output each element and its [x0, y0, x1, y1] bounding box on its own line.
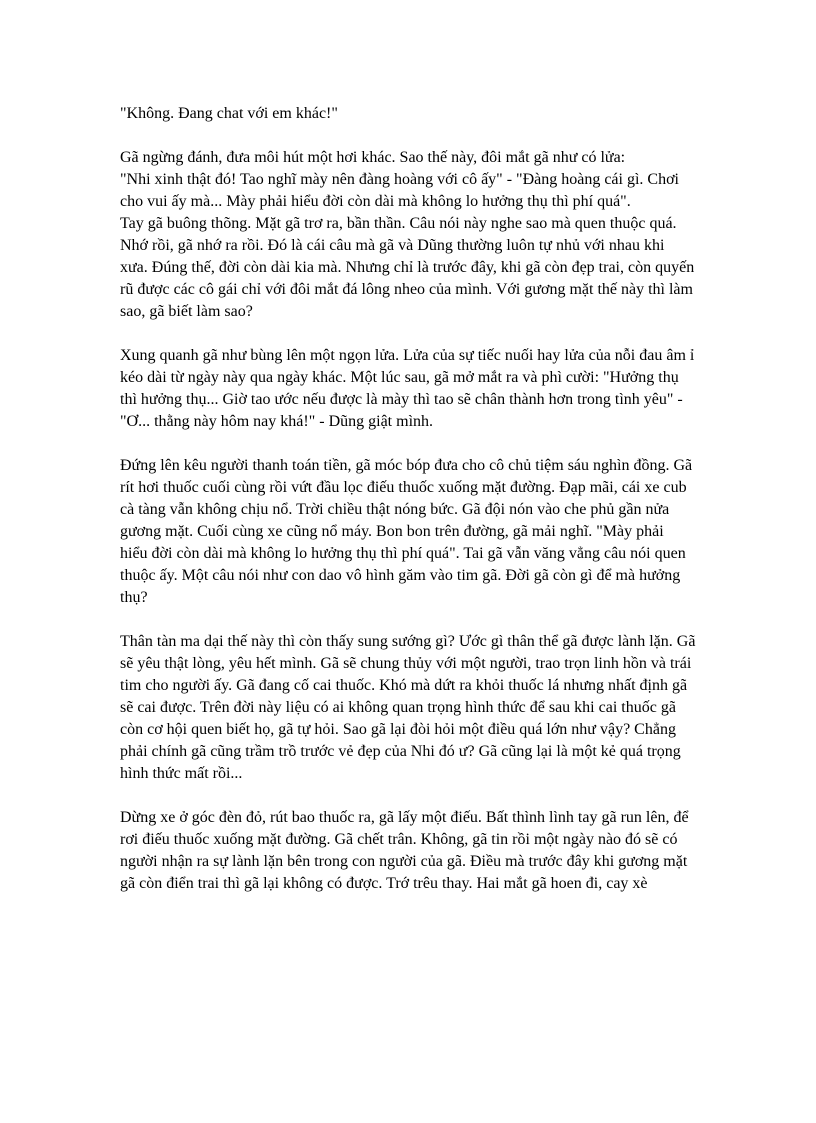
text-line: người nhận ra sự lành lặn bên trong con người của gã. Điều mà trước đây khi gương mặt: [120, 853, 688, 870]
text-line: kéo dài từ ngày này qua ngày khác. Một lúc sau, gã mở mắt ra và phì cười: "Hưởng thụ: [120, 369, 679, 386]
text-line: còn cơ hội quen biết họ, gã tự hỏi. Sao gã lại đòi hỏi một điều quá lớn như vậy? Chẳng: [120, 721, 676, 738]
text-line: rít hơi thuốc cuối cùng rồi vứt đầu lọc điếu thuốc xuống mặt đường. Đạp mãi, cái xe cub: [120, 479, 687, 496]
text-line: xưa. Đúng thế, đời còn dài kia mà. Nhưng chỉ là trước đây, khi gã còn đẹp trai, còn quyến: [120, 259, 695, 276]
text-line: cà tàng vẫn không chịu nổ. Trời chiều thật nóng bức. Gã đội nón vào che phủ gần nửa: [120, 501, 670, 518]
paragraph-4: [120, 455, 700, 609]
text-line: Thân tàn ma dại thế này thì còn thấy sung sướng gì? Ước gì thân thể gã được lành lặn. Gã: [120, 633, 696, 650]
text-line: Xung quanh gã như bùng lên một ngọn lửa. Lửa của sự tiếc nuối hay lửa của nỗi đau âm ỉ: [120, 347, 695, 364]
text-line: "Ơ... thằng này hôm nay khá!" - Dũng giật mình.: [120, 413, 434, 430]
text-line: thụ?: [120, 589, 148, 606]
text-line: Nhớ rồi, gã nhớ ra rồi. Đó là cái câu mà gã và Dũng thường luôn tự nhủ với nhau khi: [120, 237, 665, 254]
paragraph-2: [120, 147, 700, 323]
paragraph-6: [120, 807, 700, 895]
text-line: Gã ngừng đánh, đưa môi hút một hơi khác. Sao thế này, đôi mắt gã như có lửa:: [120, 149, 626, 166]
text-line: rơi điếu thuốc xuống mặt đường. Gã chết trân. Không, gã tin rồi một ngày nào đó sẽ có: [120, 831, 678, 848]
text-line: "Không. Đang chat với em khác!": [120, 105, 338, 122]
paragraph-3: [120, 345, 700, 433]
text-line: hiểu đời còn dài mà không lo hưởng thụ thì phí quá". Tai gã vẫn văng vẳng câu nói quen: [120, 545, 686, 562]
text-line: thì hưởng thụ... Giờ tao ước nếu được là mày thì tao sẽ chân thành hơn trong tình yêu" -: [120, 391, 683, 408]
text-line: Dừng xe ở góc đèn đỏ, rút bao thuốc ra, gã lấy một điếu. Bất thình lình tay gã run lên, để: [120, 809, 689, 826]
text-line: sẽ yêu thật lòng, yêu hết mình. Gã sẽ chung thủy với một người, trao trọn linh hồn và trái: [120, 655, 692, 672]
text-line: rũ được các cô gái chỉ với đôi mắt đá lông nheo của mình. Với gương mặt thế này thì làm: [120, 281, 693, 298]
paragraph-1: [120, 103, 700, 125]
document-page: [120, 103, 700, 917]
text-line: Tay gã buông thõng. Mặt gã trơ ra, bần thần. Câu nói này nghe sao mà quen thuộc quá.: [120, 215, 677, 232]
text-line: Đứng lên kêu người thanh toán tiền, gã móc bóp đưa cho cô chủ tiệm sáu nghìn đồng. Gã: [120, 457, 693, 474]
text-line: hình thức mất rồi...: [120, 765, 243, 782]
paragraph-5: [120, 631, 700, 785]
text-line: sẽ cai được. Trên đời này liệu có ai không quan trọng hình thức để sau khi cai thuốc gã: [120, 699, 676, 716]
text-line: gương mặt. Cuối cùng xe cũng nổ máy. Bon bon trên đường, gã mải nghĩ. "Mày phải: [120, 523, 664, 540]
text-line: phải chính gã cũng trầm trồ trước vẻ đẹp của Nhi đó ư? Gã cũng lại là một kẻ quá trọng: [120, 743, 681, 760]
text-line: gã còn điển trai thì gã lại không có được. Trớ trêu thay. Hai mắt gã hoen đi, cay xè: [120, 875, 648, 892]
text-line: sao, gã biết làm sao?: [120, 303, 253, 320]
text-line: tim cho người ấy. Gã đang cố cai thuốc. Khó mà dứt ra khỏi thuốc lá nhưng nhất định gã: [120, 677, 688, 694]
text-line: "Nhi xinh thật đó! Tao nghĩ mày nên đàng hoàng với cô ấy" - "Đàng hoàng cái gì. Chơi: [120, 171, 679, 188]
text-line: cho vui ấy mà... Mày phải hiểu đời còn dài mà không lo hưởng thụ thì phí quá".: [120, 193, 631, 210]
text-line: thuộc ấy. Một câu nói như con dao vô hình găm vào tim gã. Đời gã còn gì để mà hưởng: [120, 567, 681, 584]
